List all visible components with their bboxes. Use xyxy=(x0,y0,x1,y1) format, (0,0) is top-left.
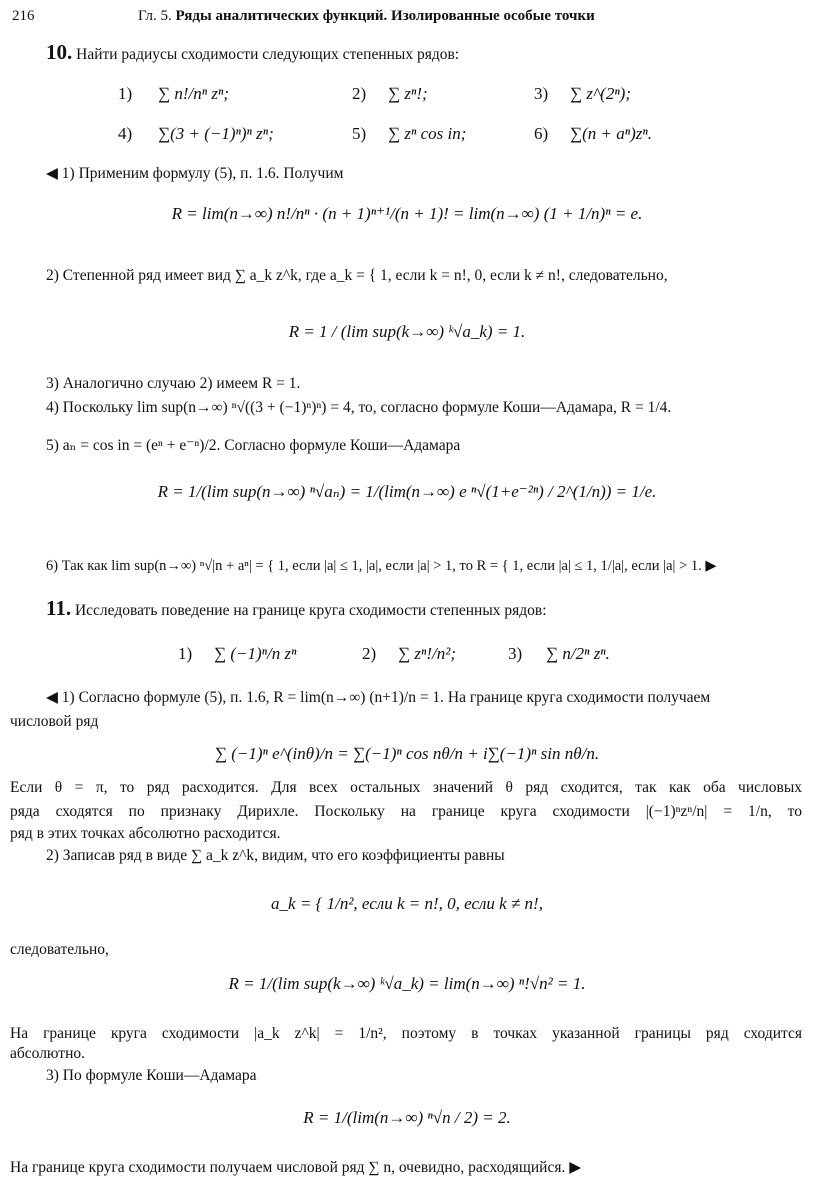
problem-11-heading xyxy=(46,598,547,621)
p11-solution-1-text-b: числовой ряд xyxy=(10,713,99,730)
problem-number: 10. xyxy=(46,40,73,64)
p11-solution-2-then: следовательно, xyxy=(10,941,109,958)
problem-number: 11. xyxy=(46,596,72,620)
series-4-expr: ∑(3 + (−1)ⁿ)ⁿ zⁿ; xyxy=(158,124,274,143)
p11-solution-2-text: 2) Записав ряд в виде ∑ a_k z^k, видим, что его коэффициенты равны xyxy=(46,847,505,864)
series-11-2-label: 2) xyxy=(362,644,377,663)
series-6-expr: ∑(n + aⁿ)zⁿ. xyxy=(570,124,652,143)
problem-10-heading xyxy=(46,42,459,65)
p11-paragraph-line: На границе круга сходимости |a_k z^k| = 1/n², поэтому в точках указанной границы ряд сходится xyxy=(10,1025,802,1042)
solution-4-text: 4) Поскольку lim sup(n→∞) ⁿ√((3 + (−1)ⁿ)ⁿ) = 4, то, согласно формуле Коши—Адамара, R = 1/4. xyxy=(46,399,672,416)
problem-statement: Найти радиусы сходимости следующих степенных рядов: xyxy=(76,46,460,63)
series-11-2-expr: ∑ zⁿ!/n²; xyxy=(398,644,456,663)
series-11-3-label: 3) xyxy=(508,644,523,663)
series-3-expr: ∑ z^(2ⁿ); xyxy=(570,84,631,103)
p11-solution-3-formula: R = 1/(lim(n→∞) ⁿ√n / 2) = 2. xyxy=(303,1108,511,1127)
solution-6-text: 6) Так как lim sup(n→∞) ⁿ√|n + aⁿ| = { 1, если |a| ≤ 1, |a|, если |a| > 1, то R = { 1, если |a| ≤ 1, 1/|a|, если |a| > 1. ▶ xyxy=(46,558,717,574)
chapter-ref: Гл. 5. xyxy=(138,8,172,24)
p11-solution-1-formula: ∑ (−1)ⁿ e^(inθ)/n = ∑(−1)ⁿ cos nθ/n + i∑(−1)ⁿ sin nθ/n. xyxy=(214,744,600,763)
series-1-expr: ∑ n!/nⁿ zⁿ; xyxy=(158,84,229,103)
series-5-expr: ∑ zⁿ cos in; xyxy=(388,124,467,143)
solution-2-text: 2) Степенной ряд имеет вид ∑ a_k z^k, где a_k = { 1, если k = n!, 0, если k ≠ n!, следовательно, xyxy=(46,267,668,284)
series-3-label: 3) xyxy=(534,84,549,103)
p11-solution-3-text: 3) По формуле Коши—Адамара xyxy=(46,1067,257,1084)
chapter-title: Ряды аналитических функций. Изолированные особые точки xyxy=(175,8,595,24)
p11-paragraph-line: Если θ = π, то ряд расходится. Для всех остальных значений θ ряд сходится, так как оба числовых xyxy=(10,779,802,796)
solution-3-text: 3) Аналогично случаю 2) имеем R = 1. xyxy=(46,375,301,392)
solution-5-formula: R = 1/(lim sup(n→∞) ⁿ√aₙ) = 1/(lim(n→∞) e ⁿ√(1+e⁻²ⁿ) / 2^(1/n)) = 1/e. xyxy=(157,482,657,501)
p11-solution-2-cases: a_k = { 1/n², если k = n!, 0, если k ≠ n!, xyxy=(271,894,543,913)
p11-paragraph-line: ряда сходятся по признаку Дирихле. Поскольку на границе круга сходимости |(−1)ⁿzⁿ/n| = 1/n, то xyxy=(10,803,802,820)
series-11-1-expr: ∑ (−1)ⁿ/n zⁿ xyxy=(214,644,297,663)
p11-closing-line: На границе круга сходимости получаем числовой ряд ∑ n, очевидно, расходящийся. ▶ xyxy=(10,1159,582,1176)
series-5-label: 5) xyxy=(352,124,367,143)
solution-1-intro: ◀ 1) Применим формулу (5), п. 1.6. Получим xyxy=(46,165,344,182)
series-1-label: 1) xyxy=(118,84,133,103)
series-2-label: 2) xyxy=(352,84,367,103)
series-4-label: 4) xyxy=(118,124,133,143)
series-11-1-label: 1) xyxy=(178,644,193,663)
series-11-3-expr: ∑ n/2ⁿ zⁿ. xyxy=(546,644,610,663)
solution-2-formula: R = 1 / (lim sup(k→∞) ᵏ√a_k) = 1. xyxy=(288,322,526,341)
p11-paragraph-line: ряд в этих точках абсолютно расходится. xyxy=(10,825,281,842)
running-header xyxy=(138,6,595,26)
solution-5-text: 5) aₙ = cos in = (eⁿ + e⁻ⁿ)/2. Согласно формуле Коши—Адамара xyxy=(46,437,461,454)
series-6-label: 6) xyxy=(534,124,549,143)
p11-solution-2-formula: R = 1/(lim sup(k→∞) ᵏ√a_k) = lim(n→∞) ⁿ!√n² = 1. xyxy=(228,974,586,993)
series-2-expr: ∑ zⁿ!; xyxy=(388,84,428,103)
p11-solution-1-text-a: ◀ 1) Согласно формуле (5), п. 1.6, R = lim(n→∞) (n+1)/n = 1. На границе круга сходимости получаем xyxy=(46,689,711,706)
problem-statement: Исследовать поведение на границе круга сходимости степенных рядов: xyxy=(74,602,547,619)
solution-1-formula: R = lim(n→∞) n!/nⁿ · (n + 1)ⁿ⁺¹/(n + 1)! = lim(n→∞) (1 + 1/n)ⁿ = e. xyxy=(171,204,643,223)
p11-paragraph-line: абсолютно. xyxy=(10,1045,85,1062)
page-number: 216 xyxy=(12,8,35,24)
